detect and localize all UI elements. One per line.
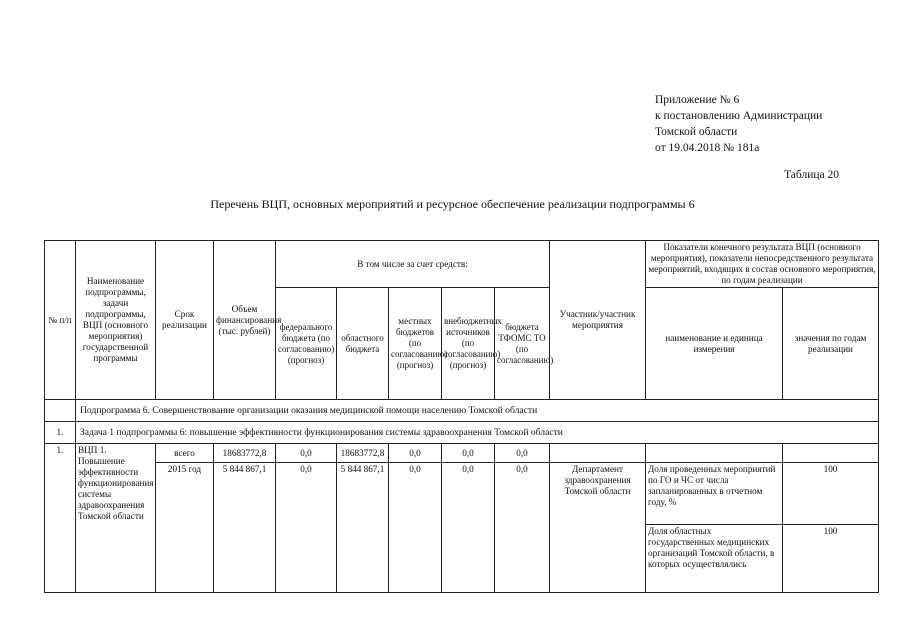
total-term: всего — [156, 444, 214, 463]
appendix-line-3: Томской области — [655, 126, 738, 138]
total-local: 0,0 — [389, 444, 442, 463]
y2015-regional: 5 844 867,1 — [337, 463, 389, 593]
y2015-tfoms: 0,0 — [495, 463, 550, 593]
y2015-term: 2015 год — [156, 463, 214, 593]
appendix-line-1: Приложение № 6 — [655, 94, 740, 106]
y2015-federal: 0,0 — [276, 463, 337, 593]
total-tfoms: 0,0 — [495, 444, 550, 463]
header-including: В том числе за счет средств: — [276, 241, 550, 288]
appendix-line-2: к постановлению Администрации — [655, 110, 823, 122]
header-num: № п/п — [45, 241, 76, 400]
header-regional: областного бюджета — [337, 288, 389, 400]
header-federal: федерального бюджета (по согласованию) (прогноз) — [276, 288, 337, 400]
document-title: Перечень ВЦП, основных мероприятий и ресурсное обеспечение реализации подпрограммы 6 — [210, 197, 695, 211]
task-num: 1. — [45, 422, 76, 444]
header-participant: Участник/участник мероприятия — [550, 241, 646, 400]
indicator-2-name: Доля областных государственных медицинских организаций Томской области, в которых осуществлялись — [646, 525, 783, 593]
participant: Департамент здравоохранения Томской области — [550, 463, 646, 593]
header-term: Срок реализации — [156, 241, 214, 400]
total-volume: 18683772,8 — [214, 444, 276, 463]
header-tfoms: бюджета ТФОМС ТО (по согласованию) — [495, 288, 550, 400]
indicator-1-value: 100 — [783, 463, 879, 525]
table-label: Таблица 20 — [784, 169, 839, 181]
indicator-1-name: Доля проведенных мероприятий по ГО и ЧС от числа запланированных в отчетном году, % — [646, 463, 783, 525]
appendix-block — [655, 92, 822, 156]
y2015-local: 0,0 — [389, 463, 442, 593]
header-volume: Объем финансирования (тыс. рублей) — [214, 241, 276, 400]
subprogram-row: Подпрограмма 6. Совершенствование организации оказания медицинской помощи населению Томской области — [76, 400, 879, 422]
vcp-num: 1. — [45, 444, 76, 593]
y2015-volume: 5 844 867,1 — [214, 463, 276, 593]
indicator-2-value: 100 — [783, 525, 879, 593]
header-indicator-name: наименование и единица измерения — [646, 288, 783, 400]
total-regional: 18683772,8 — [337, 444, 389, 463]
header-indicator-values: значения по годам реализации — [783, 288, 879, 400]
resource-table — [44, 240, 879, 593]
vcp-name: ВЦП 1. Повышение эффективности функционирования системы здравоохранения Томской области — [76, 444, 156, 593]
header-offbudget: внебюджетных источников (по согласованию) (прогноз) — [442, 288, 495, 400]
y2015-offbudget: 0,0 — [442, 463, 495, 593]
header-local: местных бюджетов (по согласованию) (прогноз) — [389, 288, 442, 400]
header-indicators: Показатели конечного результата ВЦП (основного мероприятия), показатели непосредственного результата мероприятий, входящих в состав основного мероприятия, по годам реализации — [646, 241, 879, 288]
header-name: Наименование подпрограммы, задачи подпрограммы, ВЦП (основного мероприятия) государственной программы — [76, 241, 156, 400]
total-federal: 0,0 — [276, 444, 337, 463]
appendix-line-4: от 19.04.2018 № 181а — [655, 142, 760, 154]
task-row: Задача 1 подпрограммы 6: повышение эффективности функционирования системы здравоохранения Томской области — [76, 422, 879, 444]
total-offbudget: 0,0 — [442, 444, 495, 463]
